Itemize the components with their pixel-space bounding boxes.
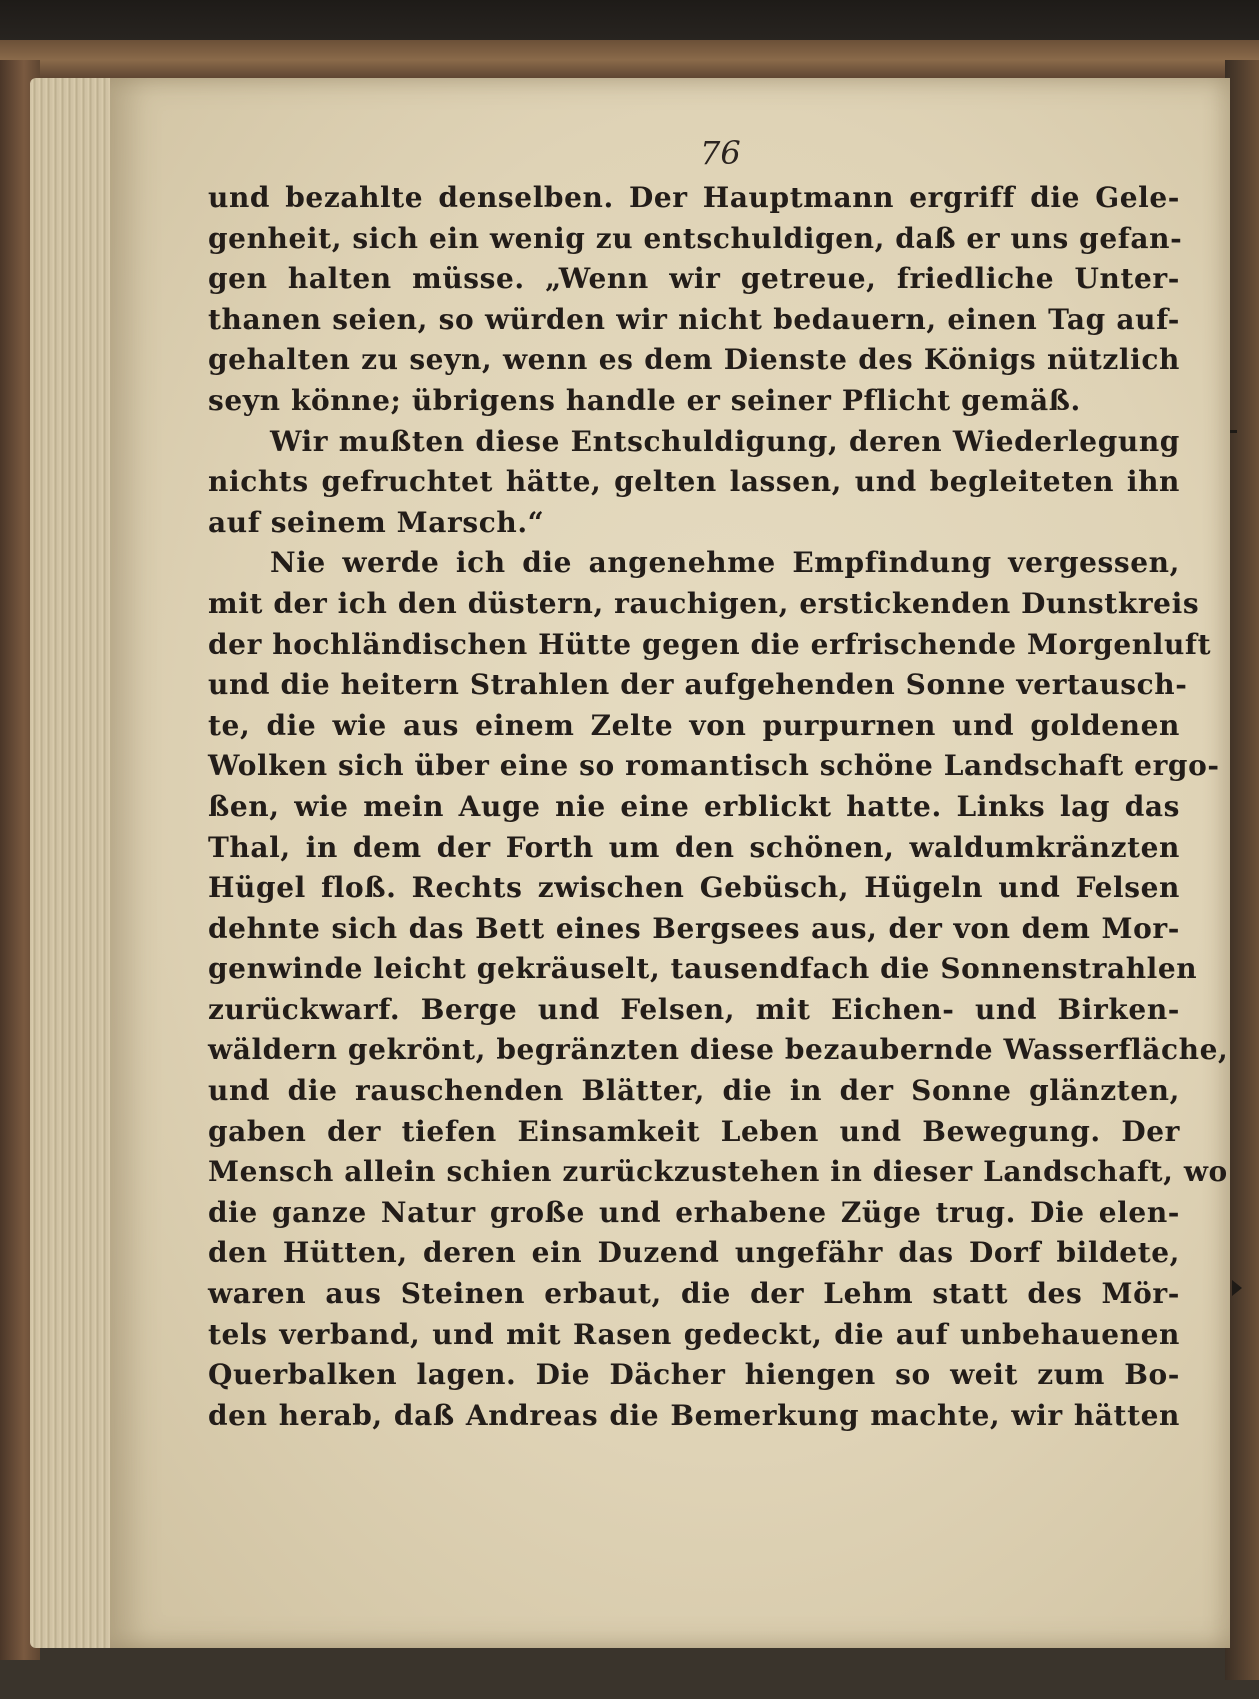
text-line: die ganze Natur große und erhabene Züge trug. Die elen- [208, 1195, 1180, 1229]
text-line: ßen, wie mein Auge nie eine erblickt hatte. Links lag das [208, 789, 1180, 823]
book-page [110, 78, 1230, 1648]
text-line: waren aus Steinen erbaut, die der Lehm statt des Mör- [208, 1277, 1180, 1311]
text-line: genwinde leicht gekräuselt, tausendfach die Sonnenstrahlen [208, 952, 1198, 986]
text-line: gehalten zu seyn, wenn es dem Dienste des Königs nützlich [208, 343, 1180, 377]
margin-mark [1229, 430, 1237, 433]
text-line: nichts gefruchtet hätte, gelten lassen, und begleiteten ihn [208, 465, 1180, 499]
text-line: der hochländischen Hütte gegen die erfrischende Morgenluft [208, 627, 1212, 661]
text-line: gaben der tiefen Einsamkeit Leben und Bewegung. Der [208, 1114, 1180, 1148]
text-line: seyn könne; übrigens handle er seiner Pflicht gemäß. [208, 383, 1081, 417]
text-line: zurückwarf. Berge und Felsen, mit Eichen- und Birken- [208, 992, 1180, 1026]
text-line: te, die wie aus einem Zelte von purpurnen und goldenen [208, 708, 1180, 742]
body-text [208, 178, 1229, 1436]
text-line: und bezahlte denselben. Der Hauptmann ergriff die Gele- [208, 181, 1180, 214]
text-line: und die heitern Strahlen der aufgehenden Sonne vertausch- [208, 668, 1188, 702]
text-line: wäldern gekrönt, begränzten diese bezaubernde Wasserfläche, [208, 1033, 1229, 1067]
text-line: genheit, sich ein wenig zu entschuldigen, daß er uns gefan- [208, 221, 1183, 255]
text-line: Thal, in dem der Forth um den schönen, waldumkränzten [208, 830, 1180, 864]
text-line: dehnte sich das Bett eines Bergsees aus, der von dem Mor- [208, 911, 1180, 945]
text-line: den Hütten, deren ein Duzend ungefähr das Dorf bildete, [208, 1236, 1180, 1270]
book-cover-right-edge [1225, 60, 1259, 1680]
text-line: auf seinem Marsch.“ [208, 505, 545, 539]
text-line: gen halten müsse. „Wenn wir getreue, friedliche Unter- [208, 262, 1180, 296]
text-line: Wir mußten diese Entschuldigung, deren Wiederlegung [270, 424, 1180, 458]
text-line: den herab, daß Andreas die Bemerkung machte, wir hätten [208, 1398, 1180, 1432]
text-line: Hügel floß. Rechts zwischen Gebüsch, Hügeln und Felsen [208, 871, 1180, 905]
page-number: 76 [700, 134, 741, 172]
text-line: tels verband, und mit Rasen gedeckt, die auf unbehauenen [208, 1317, 1180, 1351]
text-line: Querbalken lagen. Die Dächer hiengen so weit zum Bo- [208, 1358, 1180, 1392]
page-edge-arrow-icon [1232, 1280, 1242, 1296]
text-line: Wolken sich über eine so romantisch schöne Landschaft ergo- [208, 749, 1220, 783]
text-line: mit der ich den düstern, rauchigen, erstickenden Dunstkreis [208, 586, 1200, 620]
text-line: thanen seien, so würden wir nicht bedauern, einen Tag auf- [208, 302, 1180, 336]
text-line: und die rauschenden Blätter, die in der Sonne glänzten, [208, 1074, 1180, 1108]
book-cover-top-edge [0, 40, 1259, 80]
text-line: Mensch allein schien zurückzustehen in dieser Landschaft, wo [208, 1155, 1228, 1189]
text-line: Nie werde ich die angenehme Empfindung vergessen, [270, 546, 1180, 580]
